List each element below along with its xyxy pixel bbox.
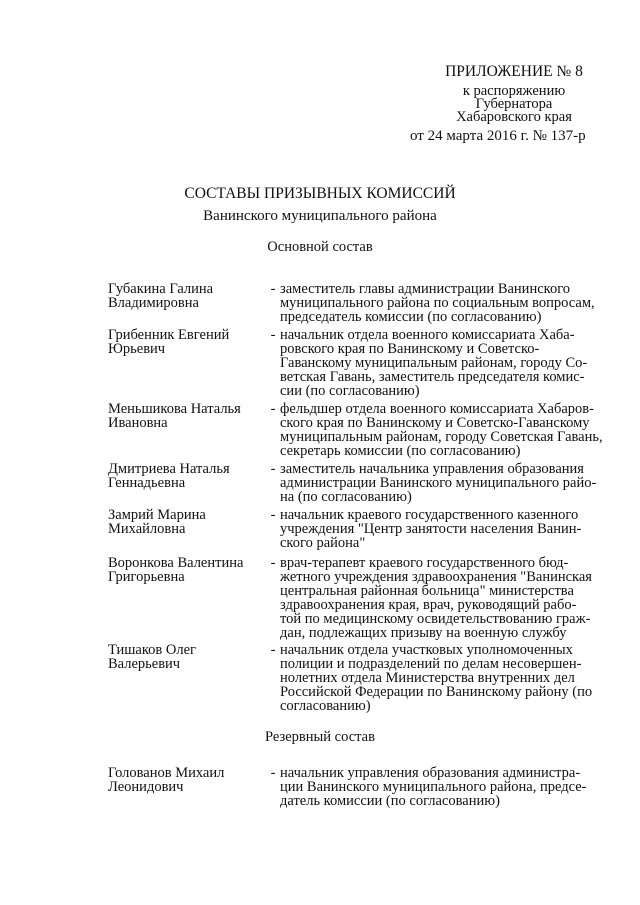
member-name: Меньшикова Наталья Ивановна (108, 401, 241, 431)
member-name: Грибенник Евгений Юрьевич (108, 327, 230, 357)
member-role: заместитель главы администрации Ванинского муниципального района по социальным вопросам, председатель комиссии (по согласованию) (280, 281, 595, 325)
member-name: Губакина Галина Владимировна (108, 281, 214, 311)
member-dash: - (270, 507, 276, 523)
member-dash: - (270, 765, 276, 781)
document-title: СОСТАВЫ ПРИЗЫВНЫХ КОМИССИЙ (184, 185, 456, 202)
appendix-block (410, 63, 604, 144)
member-dash: - (270, 327, 276, 343)
member-role: врач-терапевт краевого государственного бюд- жетного учреждения здравоохранения "Ванинская центральная районная больница" министерства здравоохранения края, врач, руководящий рабо- той по медицинскому освидетельствованию граж- дан, подлежащих призыву на военную службу (280, 555, 592, 641)
member-name: Дмитриева Наталья Геннадьевна (108, 461, 230, 491)
document-subtitle: Ванинского муниципального района (203, 208, 437, 224)
member-name: Воронкова Валентина Григорьевна (108, 555, 244, 585)
appendix-title: ПРИЛОЖЕНИЕ № 8 (445, 63, 583, 80)
member-dash: - (270, 281, 276, 297)
member-name: Тишаков Олег Валерьевич (108, 642, 196, 672)
member-role: начальник управления образования администра- ции Ванинского муниципального района, предсе- датель комиссии (по согласованию) (280, 765, 587, 809)
member-dash: - (270, 555, 276, 571)
member-name: Замрий Марина Михайловна (108, 507, 206, 537)
member-dash: - (270, 642, 276, 658)
member-role: заместитель начальника управления образования администрации Ванинского муниципального райо- на (по согласованию) (280, 461, 597, 505)
appendix-line-1: к распоряжению (462, 83, 566, 99)
member-dash: - (270, 461, 276, 477)
member-role: начальник отдела военного комиссариата Хаба- ровского края по Ванинскому и Советско- Гаванскому муниципальным районам, городу Со- ветская Гавань, заместитель председателя комис- сии (по согласованию) (280, 327, 588, 399)
main-section-heading: Основной состав (267, 239, 373, 255)
appendix-line-2: Губернатора (475, 96, 553, 112)
member-role: начальник краевого государственного казенного учреждения "Центр занятости населения Ванин- ского района" (280, 507, 582, 551)
member-role: начальник отдела участковых уполномоченных полиции и подразделений по делам несовершен- нолетних отдела Министерства внутренних дел Российской Федерации по Ванинскому району (по согласованию) (280, 642, 593, 714)
reserve-section-heading: Резервный состав (265, 729, 375, 745)
appendix-line-3: Хабаровского края (456, 109, 572, 125)
appendix-date: от 24 марта 2016 г. № 137-р (410, 128, 586, 144)
member-name: Голованов Михаил Леонидович (108, 765, 225, 795)
member-role: фельдшер отдела военного комиссариата Хабаров- ского края по Ванинскому и Советско-Гаванскому муниципальным районам, городу Советская Гавань, секретарь комиссии (по согласованию) (280, 401, 603, 459)
member-dash: - (270, 401, 276, 417)
